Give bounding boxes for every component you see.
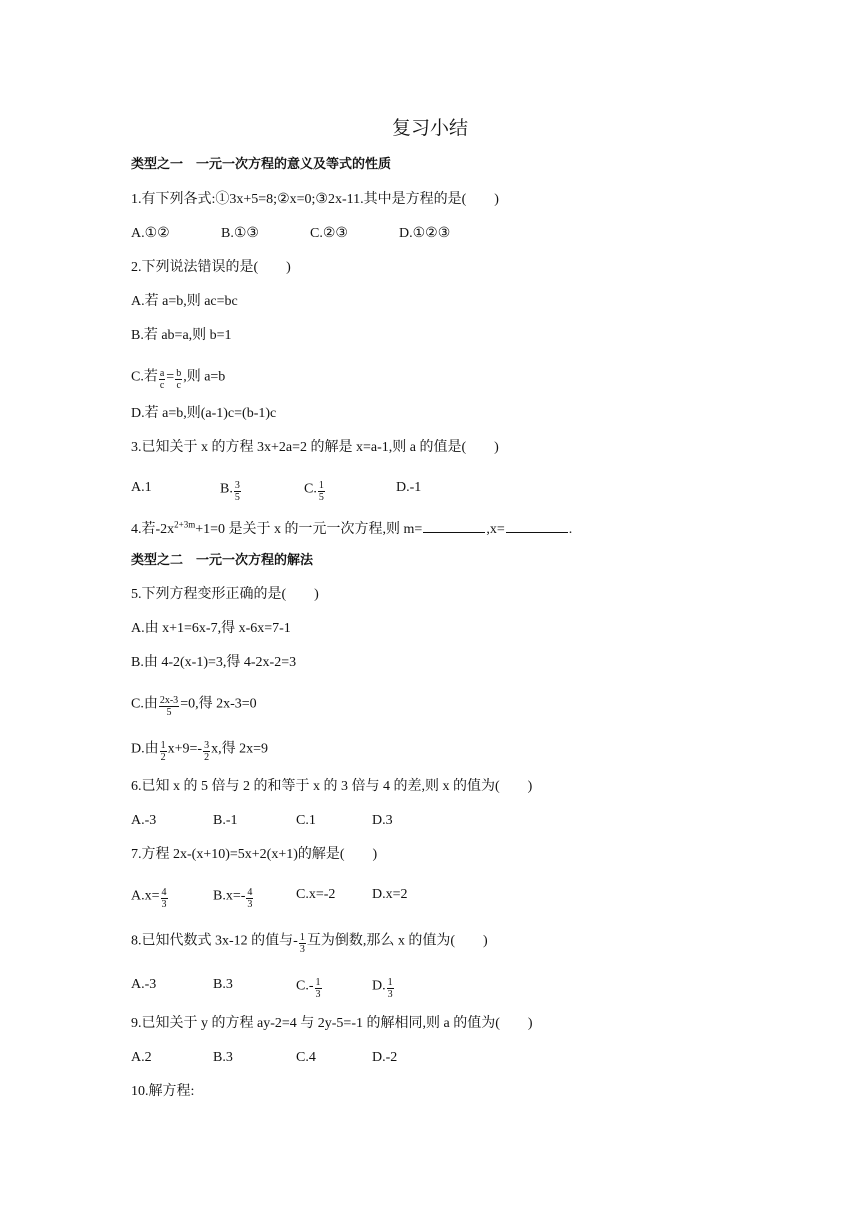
- question-5-option-b: B.由 4-2(x-1)=3,得 4-2x-2=3: [131, 655, 297, 670]
- numerator: a: [159, 368, 165, 379]
- denominator: 5: [166, 707, 172, 718]
- numerator: 1: [160, 740, 166, 751]
- option-c-suffix: =0,得 2x-3=0: [180, 696, 257, 712]
- denominator: c: [159, 380, 165, 391]
- option-c-suffix: ,则 a=b: [183, 369, 226, 385]
- option-d: D.3: [372, 813, 393, 828]
- fraction-b-over-c: [175, 368, 182, 391]
- option-b: B.①③: [221, 226, 259, 241]
- option-b: B.3: [213, 1050, 233, 1065]
- numerator: 1: [318, 480, 324, 491]
- fraction-2x-3-over-5: [159, 695, 179, 718]
- denominator: 3: [315, 989, 321, 1000]
- numerator: 2x-3: [159, 695, 179, 706]
- option-c: [296, 975, 323, 998]
- question-5-option-c: [131, 693, 257, 716]
- option-a: A.1: [131, 480, 152, 495]
- numerator: b: [176, 368, 182, 379]
- question-2-option-b: B.若 ab=a,则 b=1: [131, 328, 232, 343]
- fraction-3-2: [203, 740, 210, 763]
- option-d: D.x=2: [372, 887, 408, 902]
- page-title: 复习小结: [391, 117, 468, 139]
- option-b: [220, 478, 242, 501]
- option-b: B.-1: [213, 813, 238, 828]
- question-2-option-c: [131, 366, 225, 389]
- fraction-1-3: [387, 977, 394, 1000]
- option-b-prefix: B.: [220, 481, 233, 497]
- question-6-stem: 6.已知 x 的 5 倍与 2 的和等于 x 的 3 倍与 4 的差,则 x 的值为( ): [131, 779, 533, 794]
- numerator: 1: [299, 932, 305, 943]
- question-5-option-d: [131, 738, 268, 761]
- option-a: A.2: [131, 1050, 152, 1065]
- question-4-text: +1=0 是关于 x 的一元一次方程,则 m=: [195, 522, 423, 537]
- option-d: D.①②③: [399, 226, 451, 241]
- option-d-prefix: D.由: [131, 741, 159, 757]
- option-c-prefix: C.由: [131, 696, 158, 712]
- option-c-prefix: C.若: [131, 369, 158, 385]
- option-d: [372, 975, 395, 998]
- option-a: A.-3: [131, 977, 157, 992]
- question-8-stem: [131, 930, 488, 953]
- question-5-stem: 5.下列方程变形正确的是( ): [131, 587, 319, 602]
- section-heading-1: 类型之一 一元一次方程的意义及等式的性质: [131, 157, 392, 172]
- denominator: c: [176, 380, 181, 391]
- denominator: 5: [318, 492, 324, 503]
- answer-blank-x[interactable]: [506, 518, 568, 533]
- option-d: D.-2: [372, 1050, 398, 1065]
- option-c-prefix: C.-: [296, 978, 314, 994]
- option-d-middle: x+9=-: [167, 741, 203, 757]
- option-d-prefix: D.: [372, 978, 386, 994]
- numerator: 4: [247, 887, 253, 898]
- question-7-stem: 7.方程 2x-(x+10)=5x+2(x+1)的解是( ): [131, 847, 378, 862]
- option-a: [131, 885, 169, 908]
- fraction-1-3: [315, 977, 322, 1000]
- fraction-4-3: [161, 887, 168, 910]
- option-c: C.1: [296, 813, 316, 828]
- option-b-prefix: B.x=-: [213, 888, 246, 904]
- denominator: 2: [160, 752, 166, 763]
- fraction-a-over-c: [159, 368, 165, 391]
- option-d-suffix: x,得 2x=9: [211, 741, 268, 757]
- question-3-stem: 3.已知关于 x 的方程 3x+2a=2 的解是 x=a-1,则 a 的值是( ): [131, 440, 499, 455]
- period: .: [568, 522, 573, 537]
- denominator: 5: [234, 492, 240, 503]
- fraction-1-2: [160, 740, 167, 763]
- option-a: A.①②: [131, 226, 170, 241]
- question-1-stem: 1.有下列各式:①3x+5=8;②x=0;③2x-11.其中是方程的是( ): [131, 192, 499, 207]
- question-4-text-x: ,x=: [486, 522, 505, 537]
- denominator: 3: [299, 944, 305, 955]
- option-c: C.②③: [310, 226, 348, 241]
- denominator: 3: [247, 899, 253, 910]
- question-5-option-a: A.由 x+1=6x-7,得 x-6x=7-1: [131, 621, 291, 636]
- question-9-stem: 9.已知关于 y 的方程 ay-2=4 与 2y-5=-1 的解相同,则 a 的值为( ): [131, 1016, 533, 1031]
- question-8-suffix: 互为倒数,那么 x 的值为( ): [306, 933, 488, 949]
- fraction-1-3: [299, 932, 306, 955]
- denominator: 3: [161, 899, 167, 910]
- numerator: 3: [234, 480, 240, 491]
- question-2-option-d: D.若 a=b,则(a-1)c=(b-1)c: [131, 406, 277, 421]
- question-2-stem: 2.下列说法错误的是( ): [131, 260, 291, 275]
- fraction-3-5: [234, 480, 241, 503]
- denominator: 2: [204, 752, 210, 763]
- question-4-prefix: 4.若-2x: [131, 522, 175, 537]
- numerator: 1: [315, 977, 321, 988]
- question-4: [131, 518, 572, 540]
- answer-blank-m[interactable]: [423, 518, 485, 533]
- option-d: D.-1: [396, 480, 422, 495]
- option-b: B.3: [213, 977, 233, 992]
- option-a-prefix: A.x=: [131, 888, 160, 904]
- equals-sign: =: [166, 369, 175, 385]
- option-c-prefix: C.: [304, 481, 317, 497]
- option-c: C.4: [296, 1050, 316, 1065]
- question-8-prefix: 8.已知代数式 3x-12 的值与-: [131, 933, 298, 949]
- numerator: 3: [204, 740, 210, 751]
- option-a: A.-3: [131, 813, 157, 828]
- question-10-stem: 10.解方程:: [131, 1084, 195, 1099]
- option-c: C.x=-2: [296, 887, 336, 902]
- exponent: 2+3m: [174, 519, 196, 530]
- option-c: [304, 478, 326, 501]
- numerator: 4: [161, 887, 167, 898]
- option-b: [213, 885, 254, 908]
- numerator: 1: [387, 977, 393, 988]
- question-2-option-a: A.若 a=b,则 ac=bc: [131, 294, 238, 309]
- fraction-4-3: [246, 887, 253, 910]
- fraction-1-5: [318, 480, 325, 503]
- section-heading-2: 类型之二 一元一次方程的解法: [131, 553, 314, 568]
- denominator: 3: [387, 989, 393, 1000]
